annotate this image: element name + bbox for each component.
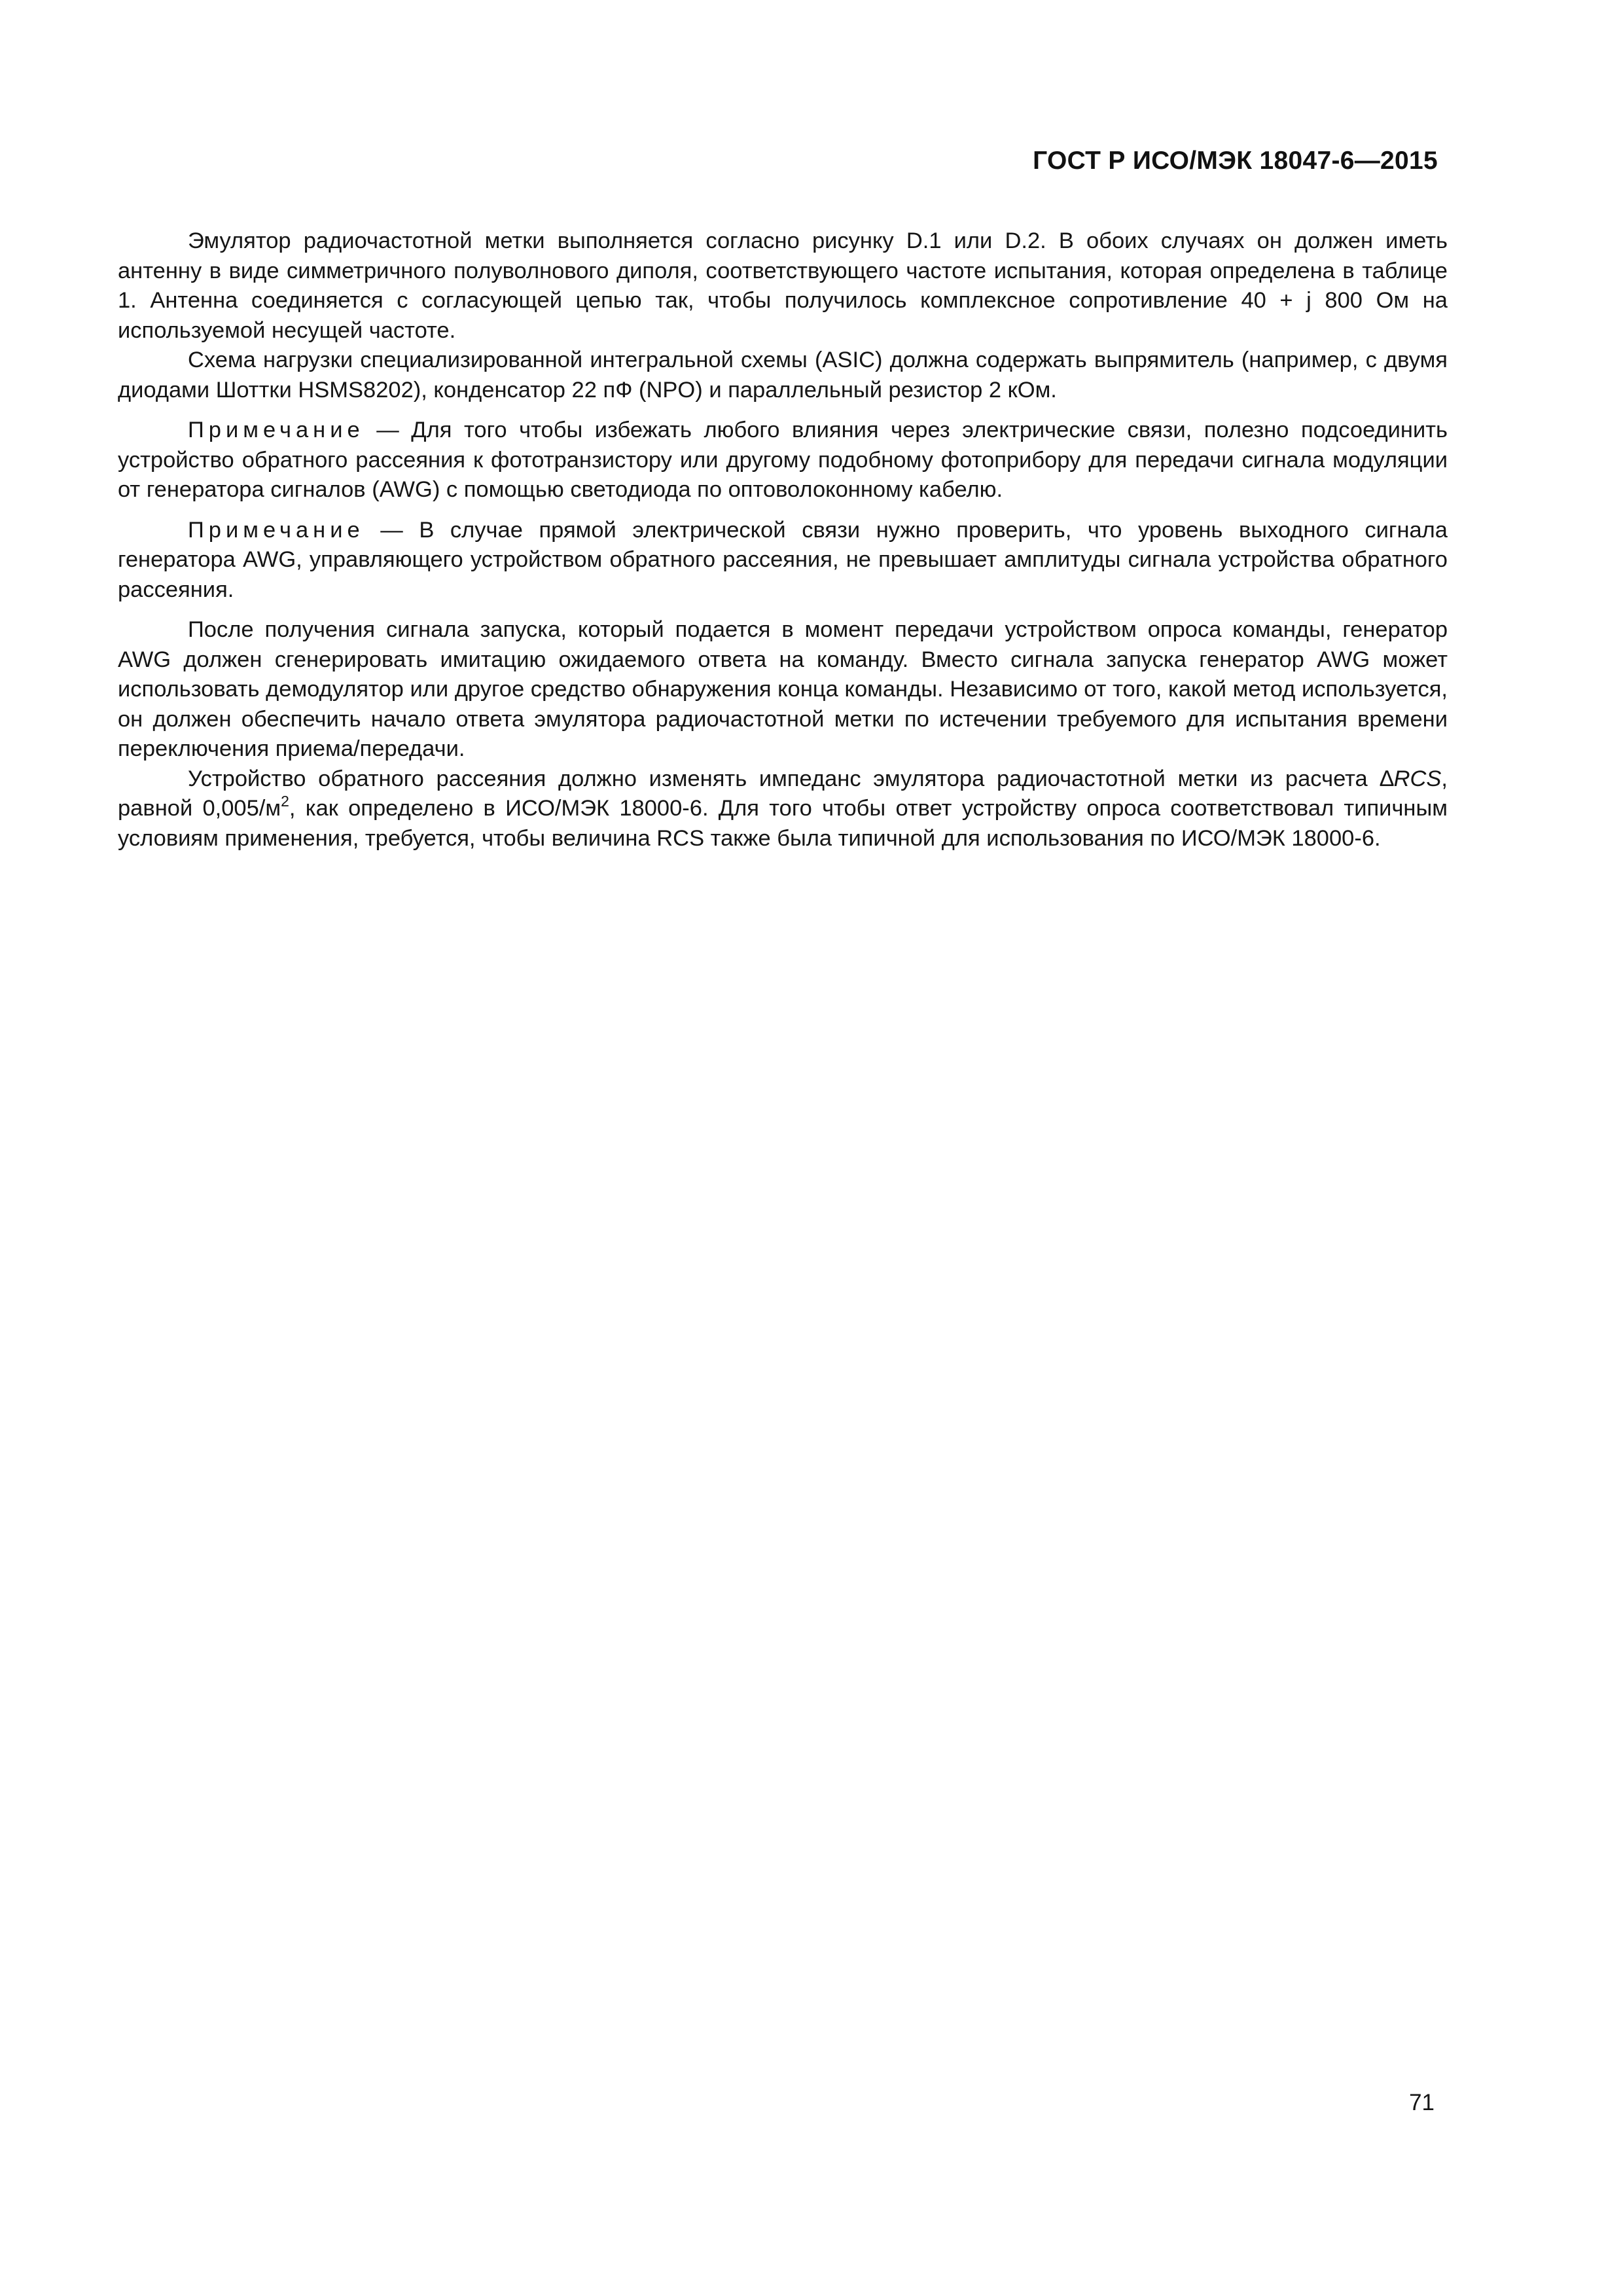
note-label: Примечание [188, 517, 365, 543]
delta-symbol: ∆ [1380, 766, 1394, 791]
note-direct-coupling [118, 516, 1448, 605]
paragraph-text-start: Устройство обратного рассеяния должно изменять импеданс эмулятора радиочастотной метки из расчета [188, 766, 1380, 791]
note-text: — В случае прямой электрической связи нужно проверить, что уровень выходного сигнала генератора AWG, управляющего устройством обратного рассеяния, не превышает амплитуды сигнала устройства обратного рассеяния. [118, 517, 1448, 602]
paragraph-text-end: , как определено в ИСО/МЭК 18000-6. Для того чтобы ответ устройству опроса соответствовал типичным условиям применения, требуется, чтобы величина RCS также была типичной для использования по ИСО/МЭК 18000-6. [118, 796, 1448, 851]
paragraph-text-mid: , равной 0,005/м [118, 766, 1448, 821]
document-body [118, 226, 1448, 853]
document-header-standard-id: ГОСТ Р ИСО/МЭК 18047-6—2015 [1033, 147, 1438, 175]
page-number: 71 [1409, 2090, 1435, 2115]
paragraph-backscatter-impedance [118, 764, 1448, 854]
superscript-exponent: 2 [281, 792, 289, 810]
rcs-symbol: RCS [1393, 766, 1442, 791]
note-label: Примечание [188, 418, 365, 442]
paragraph-emulator-description: Эмулятор радиочастотной метки выполняется согласно рисунку D.1 или D.2. В обоих случаях он должен иметь антенну в виде симметричного полуволнового диполя, соответствующего частоте испытания, которая определена в таблице 1. Антенна соединяется с согласующей цепью так, чтобы получилось комплексное сопротивление 40 + j 800 Ом на используемой несущей частоте. [118, 228, 1448, 343]
paragraph-trigger-signal: После получения сигнала запуска, который подается в момент передачи устройством опроса команды, генератор AWG должен сгенерировать имитацию ожидаемого ответа на команду. Вместо сигнала запуска генератор AWG может использовать демодулятор или другое средство обнаружения конца команды. Независимо от того, какой метод используется, он должен обеспечить начало ответа эмулятора радиочастотной метки по истечении требуемого для испытания времени переключения приема/передачи. [118, 617, 1448, 761]
note-optical-coupling [118, 416, 1448, 505]
paragraph-asic-load-scheme: Схема нагрузки специализированной интегральной схемы (ASIC) должна содержать выпрямитель (например, с двумя диодами Шоттки HSMS8202), конденсатор 22 пФ (NPO) и параллельный резистор 2 кОм. [118, 348, 1448, 403]
note-text: — Для того чтобы избежать любого влияния через электрические связи, полезно подсоединить устройство обратного рассеяния к фототранзистору или другому подобному фотоприбору для передачи сигнала модуляции от генератора сигналов (AWG) с помощью светодиода по оптоволоконному кабелю. [118, 418, 1448, 502]
